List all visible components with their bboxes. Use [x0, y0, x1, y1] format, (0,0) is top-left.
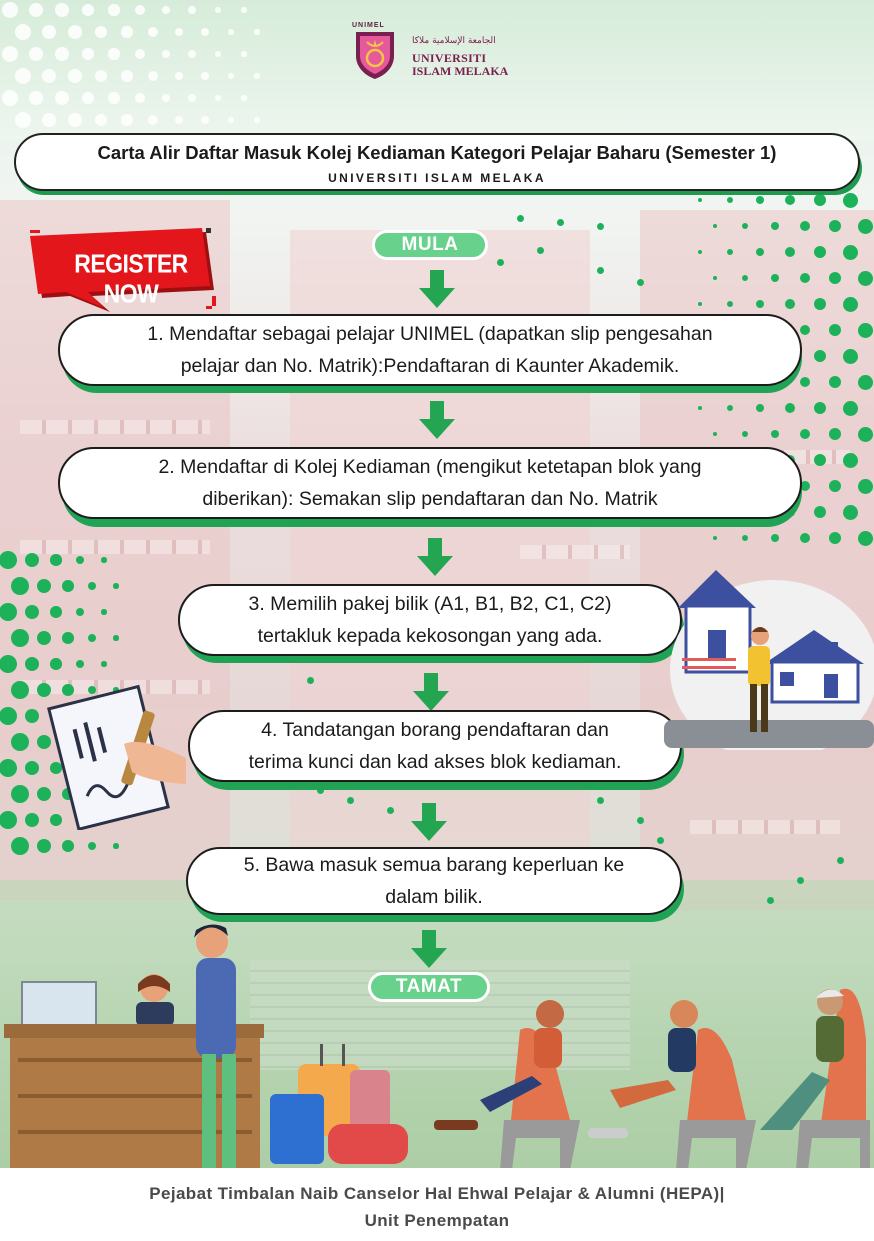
decorative-dot	[135, 93, 145, 103]
decorative-dot	[62, 580, 74, 592]
step-line: terima kunci dan kad akses blok kediaman.	[248, 751, 622, 773]
decorative-dot	[637, 817, 644, 824]
decorative-dot	[843, 193, 858, 208]
decorative-dot	[148, 27, 158, 37]
luggage-illustration	[266, 1040, 416, 1170]
decorative-dot	[135, 49, 145, 59]
decorative-dot	[135, 5, 145, 15]
decorative-dot	[108, 92, 119, 103]
decorative-dot	[15, 112, 31, 128]
decorative-dot	[767, 897, 774, 904]
decorative-dot	[858, 323, 873, 338]
decorative-dot	[843, 401, 858, 416]
logo-arabic-text: الجامعة الإسلامية ملاكا	[412, 36, 496, 46]
decorative-dot	[843, 349, 858, 364]
decorative-dot	[188, 50, 196, 58]
flow-arrow-icon	[419, 401, 455, 439]
decorative-dot	[797, 877, 804, 884]
building-windows	[20, 540, 210, 554]
decorative-dot	[201, 28, 209, 36]
decorative-dot	[62, 840, 74, 852]
logo-text-line2: ISLAM MELAKA	[412, 64, 509, 78]
decorative-dot	[55, 3, 69, 17]
decorative-dot	[201, 72, 209, 80]
decorative-dot	[68, 113, 82, 127]
decorative-dot	[55, 91, 69, 105]
flow-arrow-icon	[413, 673, 449, 711]
footer-unit-name: Unit Penempatan	[364, 1211, 510, 1230]
decorative-dot	[858, 271, 873, 286]
badge-label: REGISTER NOW	[74, 248, 188, 309]
decorative-dot	[517, 215, 524, 222]
step-line: dalam bilik.	[385, 886, 483, 908]
decorative-dot	[11, 733, 29, 751]
flow-arrow-icon	[417, 538, 453, 576]
flow-step-3	[178, 584, 682, 656]
decorative-dot	[713, 224, 717, 228]
decorative-dot	[597, 797, 604, 804]
decorative-dot	[50, 554, 62, 566]
page-subtitle: UNIVERSITI ISLAM MELAKA	[328, 171, 546, 185]
decorative-dot	[50, 606, 62, 618]
flow-arrow-icon	[411, 803, 447, 841]
step-text	[158, 451, 701, 515]
decorative-dot	[241, 7, 246, 12]
decorative-dot	[307, 677, 314, 684]
step-text	[244, 849, 624, 913]
decorative-dot	[713, 432, 717, 436]
decorative-dot	[2, 90, 18, 106]
decorative-dot	[11, 681, 29, 699]
flow-step-5	[186, 847, 682, 915]
decorative-dot	[113, 583, 118, 588]
step-line: pelajar dan No. Matrik):Pendaftaran di Kaunter Akademik.	[180, 355, 680, 377]
decorative-dot	[113, 843, 118, 848]
flow-step-4	[188, 710, 682, 782]
step-line: 3. Memilih pakej bilik (A1, B1, B2, C1, C2)	[248, 593, 612, 615]
decorative-dot	[11, 837, 29, 855]
decorative-dot	[858, 427, 873, 442]
decorative-dot	[201, 116, 209, 124]
decorative-dot	[858, 375, 873, 390]
decorative-dot	[254, 73, 259, 78]
decorative-dot	[101, 609, 106, 614]
decorative-dot	[698, 302, 702, 306]
houses-illustration	[664, 560, 874, 750]
decorative-dot	[188, 94, 196, 102]
decorative-dot	[241, 51, 246, 56]
decorative-dot	[11, 577, 29, 595]
decorative-dot	[121, 70, 132, 81]
decorative-dot	[68, 69, 82, 83]
decorative-dot	[68, 25, 82, 39]
step-line: 5. Bawa masuk semua barang keperluan ke	[243, 854, 625, 876]
decorative-dot	[254, 117, 259, 122]
decorative-dot	[858, 479, 873, 494]
decorative-dot	[637, 279, 644, 286]
decorative-dot	[2, 2, 18, 18]
decorative-dot	[497, 259, 504, 266]
step-line: diberikan): Semakan slip pendaftaran dan No. Matrik	[202, 488, 658, 510]
step-text	[147, 318, 712, 382]
decorative-dot	[698, 198, 702, 202]
decorative-dot	[241, 95, 246, 100]
decorative-dot	[698, 406, 702, 410]
flow-arrow-icon	[419, 270, 455, 308]
decorative-dot	[15, 24, 31, 40]
decorative-dot	[843, 297, 858, 312]
decorative-dot	[50, 658, 62, 670]
start-terminal: MULA	[372, 230, 488, 260]
register-now-badge	[30, 226, 220, 316]
decorative-dot	[11, 785, 29, 803]
decorative-dot	[2, 46, 18, 62]
decorative-dot	[858, 531, 873, 546]
decorative-dot	[837, 857, 844, 864]
step-text	[248, 588, 611, 652]
decorative-dot	[843, 505, 858, 520]
decorative-dot	[843, 245, 858, 260]
footer-office-name: Pejabat Timbalan Naib Canselor Hal Ehwal Pelajar & Alumni (HEPA)|	[149, 1184, 725, 1203]
end-terminal: TAMAT	[368, 972, 490, 1002]
decorative-dot	[11, 629, 29, 647]
decorative-dot	[597, 267, 604, 274]
crest-icon	[354, 30, 396, 80]
decorative-dot	[62, 632, 74, 644]
decorative-dot	[698, 250, 702, 254]
decorative-dot	[843, 453, 858, 468]
page-title: Carta Alir Daftar Masuk Kolej Kediaman Kategori Pelajar Baharu (Semester 1)	[97, 142, 777, 163]
decorative-dot	[121, 26, 132, 37]
decorative-dot	[713, 536, 717, 540]
decorative-dot	[148, 115, 158, 125]
step-text	[249, 714, 622, 778]
decorative-dot	[108, 4, 119, 15]
signing-document-illustration	[46, 680, 196, 830]
flow-step-2	[58, 447, 802, 519]
decorative-dot	[713, 276, 717, 280]
building-windows	[690, 820, 840, 834]
decorative-dot	[55, 47, 69, 61]
building-windows	[520, 545, 630, 559]
decorative-dot	[254, 29, 259, 34]
decorative-dot	[121, 114, 132, 125]
flow-arrow-icon	[411, 930, 447, 968]
logo-caption: UNIMEL	[352, 22, 385, 29]
waiting-people-illustration	[420, 980, 874, 1170]
decorative-dot	[858, 219, 873, 234]
step-line: 1. Mendaftar sebagai pelajar UNIMEL (dapatkan slip pengesahan	[147, 323, 713, 345]
building-windows	[20, 420, 210, 434]
step-line: tertakluk kepada kekosongan yang ada.	[257, 625, 603, 647]
decorative-dot	[15, 68, 31, 84]
title-banner	[14, 133, 860, 191]
decorative-dot	[657, 837, 664, 844]
decorative-dot	[387, 807, 394, 814]
decorative-dot	[188, 6, 196, 14]
decorative-dot	[101, 557, 106, 562]
decorative-dot	[101, 661, 106, 666]
step-line: 2. Mendaftar di Kolej Kediaman (mengikut ketetapan blok yang	[158, 456, 702, 478]
decorative-dot	[108, 48, 119, 59]
flow-step-1	[58, 314, 802, 386]
logo-text-line1: UNIVERSITI	[412, 51, 487, 65]
decorative-dot	[537, 247, 544, 254]
reception-counter-illustration	[0, 918, 300, 1170]
decorative-dot	[557, 219, 564, 226]
decorative-dot	[597, 223, 604, 230]
decorative-dot	[113, 635, 118, 640]
step-line: 4. Tandatangan borang pendaftaran dan	[261, 719, 609, 741]
university-logo	[350, 22, 520, 84]
decorative-dot	[148, 71, 158, 81]
decorative-dot	[347, 797, 354, 804]
